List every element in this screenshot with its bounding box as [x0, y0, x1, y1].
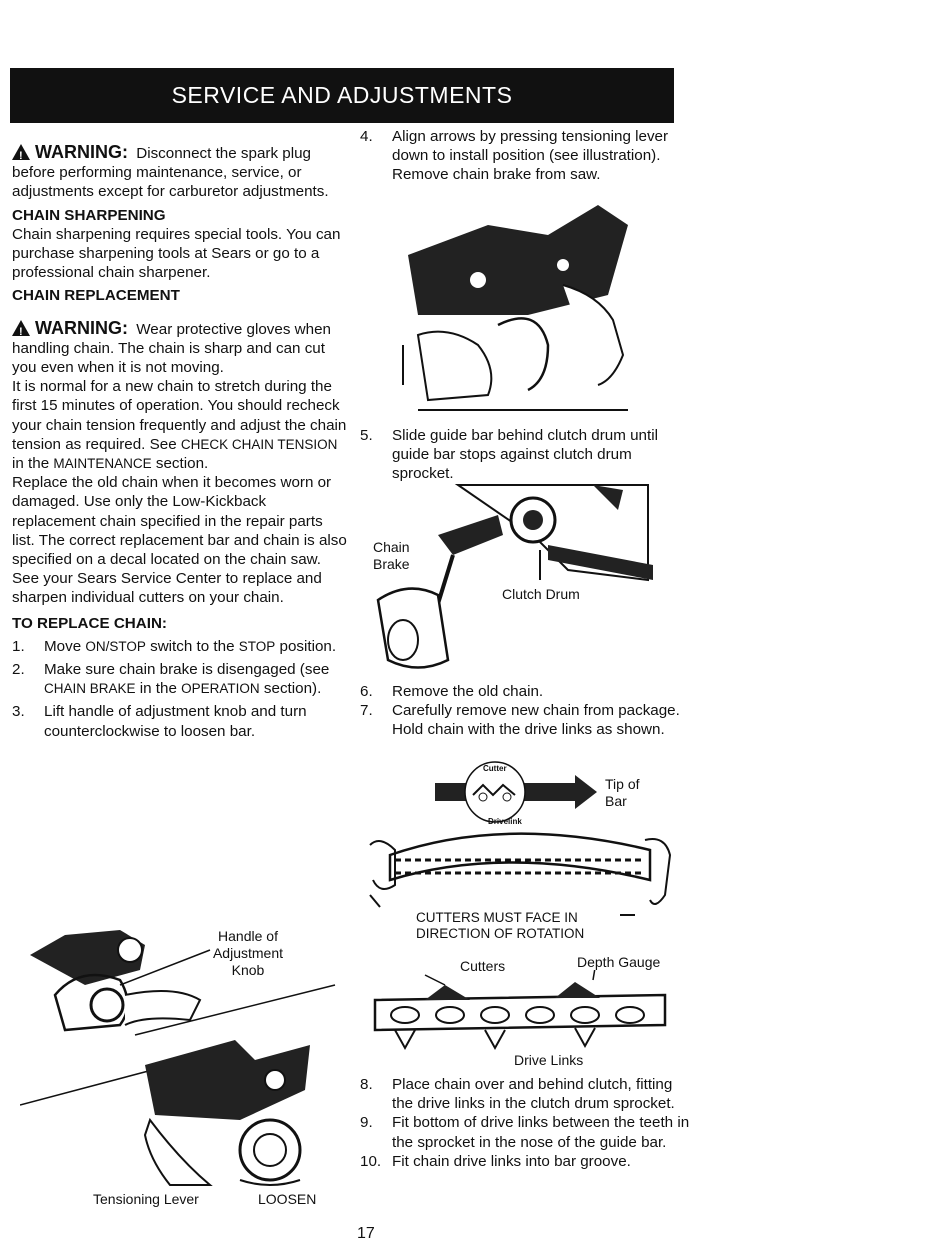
step-6: 6. Remove the old chain.: [360, 683, 544, 700]
step-3: 3. Lift handle of adjustment knob and turn counterclockwise to loosen bar.: [12, 703, 307, 740]
adjustment-knob-illustration: [25, 925, 345, 1040]
label-tip-of-bar: Tip of Bar: [605, 776, 640, 809]
step-10: 10. Fit chain drive links into bar groove.: [360, 1152, 631, 1170]
warning-triangle-icon: [12, 320, 30, 336]
steps-list-left: [12, 637, 347, 741]
step-1: 1. Move ON/STOP switch to the STOP position.: [12, 637, 337, 655]
right-column-step5: [360, 426, 690, 488]
step-9: 9. Fit bottom of drive links between the teeth in the sprocket in the nose of the guide bar.: [360, 1114, 690, 1151]
label-cutter: Cutter: [483, 764, 507, 773]
label-tensioning-lever: Tensioning Lever: [93, 1191, 199, 1207]
service-text: See your Sears Service Center to replace and sharpen individual cutters on your chain.: [12, 570, 322, 607]
step-5: 5. Slide guide bar behind clutch drum until guide bar stops against clutch drum sprocket.: [360, 427, 658, 483]
right-column-steps8-10: [360, 1075, 690, 1171]
label-loosen: LOOSEN: [258, 1191, 317, 1207]
left-column: [12, 138, 347, 745]
tensioning-lever-illustration: [20, 1040, 340, 1190]
right-column-steps67: [360, 682, 690, 744]
sharpening-text: Chain sharpening requires special tools. You can purchase sharpening tools at Sears or go to a professional chain sharpener.: [12, 225, 341, 282]
heading-to-replace: TO REPLACE CHAIN:: [12, 614, 167, 632]
steps-list-right-top: [360, 127, 690, 185]
warning-gloves: !WARNING: Wear protective gloves when handling chain. The chain is sharp and can cut you even when it is not moving.: [12, 318, 347, 378]
stretch-text: It is normal for a new chain to stretch during the first 15 minutes of operation. You should recheck your chain tension frequently and adjust the chain tension as required. See CHECK CHAIN TENSION in the MAINTENANCE section.: [12, 378, 347, 473]
label-depth-gauge: Depth Gauge: [577, 954, 661, 970]
label-chain-brake: Chain Brake: [373, 539, 410, 572]
label-drivelink: Drivelink: [488, 817, 522, 826]
replace-text: Replace the old chain when it becomes worn or damaged. Use only the Low-Kickback replacement chain specified in the repair parts list. The correct replacement bar and chain is also specified on a decal located on the chain saw.: [12, 474, 347, 569]
label-cutters: Cutters: [460, 958, 506, 974]
label-clutch-drum: Clutch Drum: [502, 586, 580, 602]
page-number: 17: [357, 1225, 375, 1242]
label-handle-of-adjustment-knob: Handle of Adjustment Knob: [212, 928, 284, 978]
clutch-drum-illustration: [368, 480, 658, 680]
label-drive-links: Drive Links: [514, 1052, 584, 1068]
warning-triangle-icon: [12, 144, 30, 160]
heading-chain-replacement: CHAIN REPLACEMENT: [12, 287, 180, 305]
label-cutters-must-face: CUTTERS MUST FACE IN DIRECTION OF ROTATION: [416, 910, 585, 941]
step-7: 7. Carefully remove new chain from package. Hold chain with the drive links as shown.: [360, 702, 680, 739]
step-2: 2. Make sure chain brake is disengaged (see CHAIN BRAKE in the OPERATION section).: [12, 661, 330, 698]
step-8: 8. Place chain over and behind clutch, fitting the drive links in the clutch drum sprocket.: [360, 1076, 675, 1113]
right-column: [360, 127, 690, 189]
warning-disconnect: !WARNING: Disconnect the spark plug before performing maintenance, service, or adjustments except for carburetor adjustments.: [12, 142, 347, 202]
align-arrows-illustration: [398, 205, 638, 415]
section-banner: SERVICE AND ADJUSTMENTS: [10, 68, 674, 123]
step-4: 4. Align arrows by pressing tensioning lever down to install position (see illustration). Remove chain brake from saw.: [360, 128, 669, 184]
chain-parts-illustration: [365, 970, 675, 1060]
heading-chain-sharpening: CHAIN SHARPENING: [12, 206, 166, 224]
